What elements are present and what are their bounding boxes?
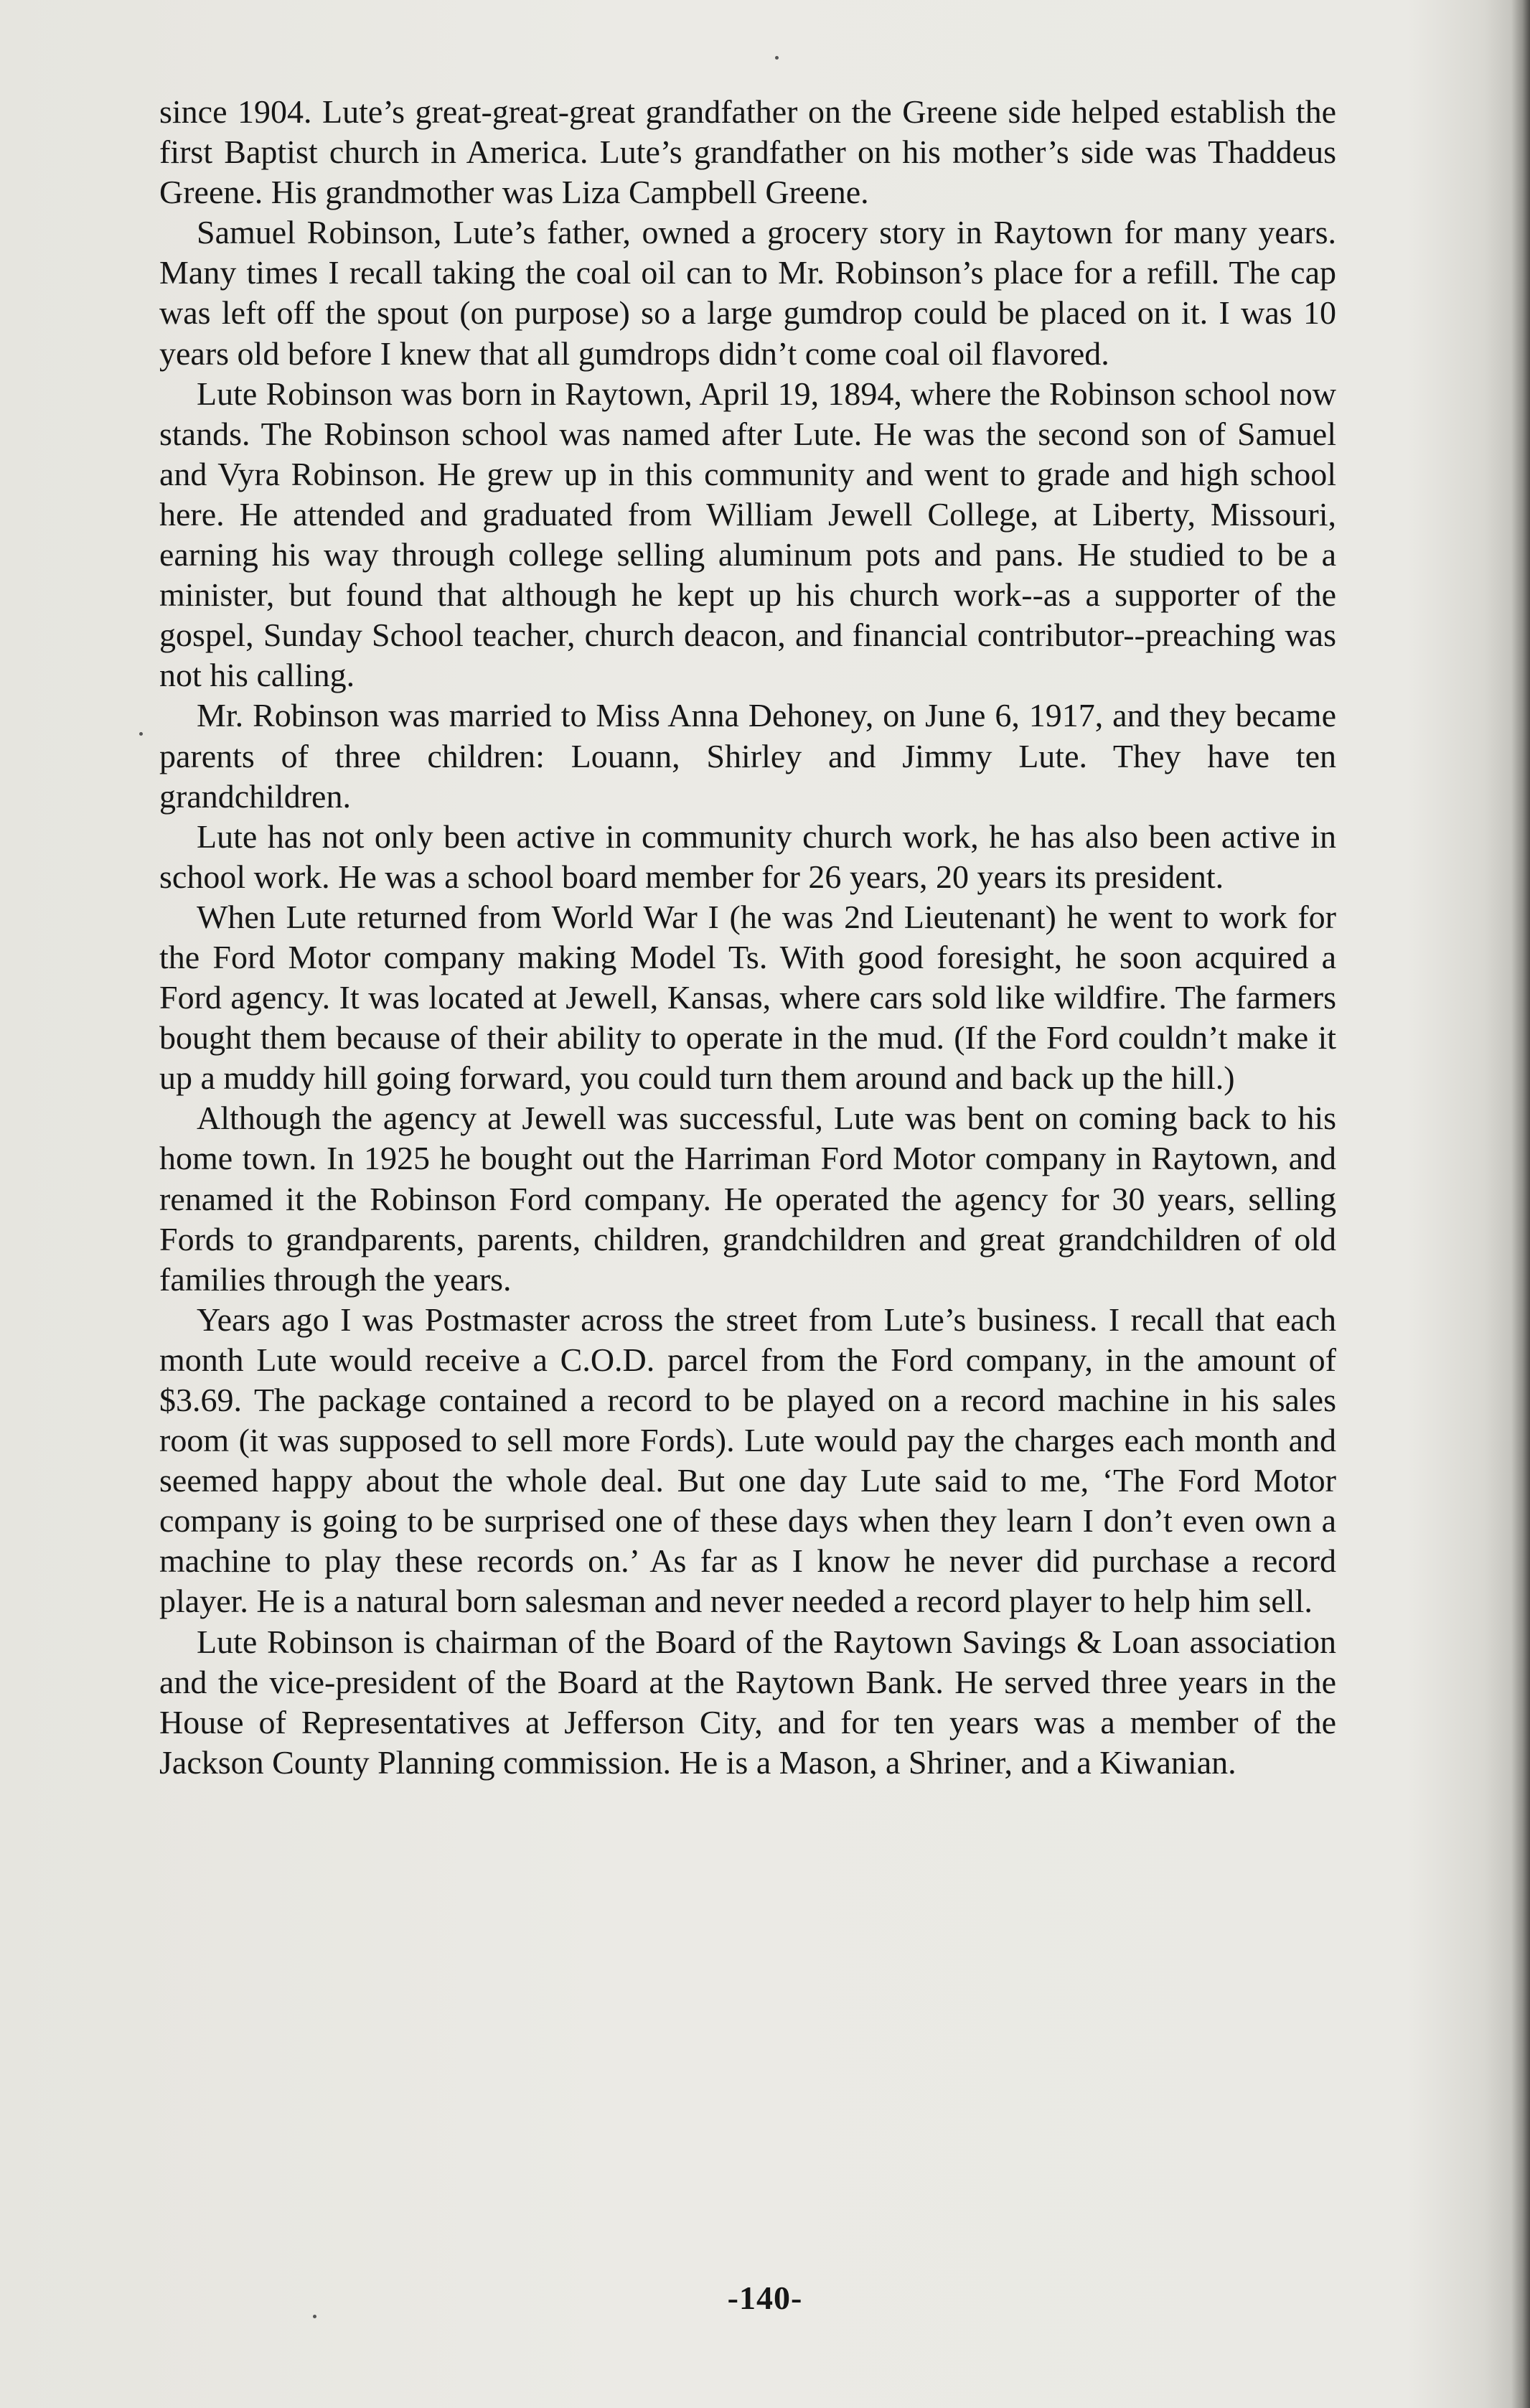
paragraph-raytown-agency: Although the agency at Jewell was successful, Lute was bent on coming back to his home town. In 1925 he bought out the Harriman Ford Motor company in Raytown, and renamed it the Robinson Ford company. He operated the agency for 30 years, selling Fords to grandparents, parents, children, grandchildren and great grandchildren of old families through the years. [159,1100,1336,1298]
paper-speck [775,56,779,60]
paragraph-school-board: Lute has not only been active in community church work, he has also been active in school work. He was a school board member for 26 years, 20 years its president. [159,817,1336,895]
page-edge-shadow [1511,0,1530,2408]
paragraph-record-player: Years ago I was Postmaster across the street from Lute’s business. I recall that each month Lute would receive a C.O.D. parcel from the Ford company, in the amount of $3.69. The package contained a record to be played on a record machine in his sales room (it was supposed to sell more Fords). Lute would pay the charges each month and seemed happy about the whole deal. But one day Lute said to me, ‘The Ford Motor company is going to be surprised one of these days when they learn I don’t even own a machine to play these records on.’ As far as I know he never did purchase a record player. He is a natural born salesman and never needed a record player to help him sell. [159,1301,1336,1620]
paper-speck [139,732,143,736]
paragraph-grocery-store: Samuel Robinson, Lute’s father, owned a grocery story in Raytown for many years. Many times I recall taking the coal oil can to Mr. Robinson’s place for a refill. The cap was left off the spout (on purpose) so a large gumdrop could be placed on it. I was 10 years old before I knew that all gumdrops didn’t come coal oil flavored. [159,214,1336,372]
paragraph-civic-roles: Lute Robinson is chairman of the Board of the Raytown Savings & Loan association and the vice-president of the Board at the Raytown Bank. He served three years in the House of Representatives at Jefferson City, and for ten years was a member of the Jackson County Planning commission. He is a Mason, a Shriner, and a Kiwanian. [159,1623,1336,1781]
paragraph-marriage: Mr. Robinson was married to Miss Anna Dehoney, on June 6, 1917, and they became parents of three children: Louann, Shirley and Jimmy Lute. They have ten grandchildren. [159,697,1336,815]
page-number: -140- [727,2280,803,2316]
paragraph-early-life: Lute Robinson was born in Raytown, April 19, 1894, where the Robinson school now stands. The Robinson school was named after Lute. He was the second son of Samuel and Vyra Robinson. He grew up in this community and went to grade and high school here. He attended and graduated from William Jewell College, at Liberty, Missouri, earning his way through college selling aluminum pots and pans. He studied to be a minister, but found that although he kept up his church work--as a supporter of the gospel, Sunday School teacher, church deacon, and financial contributor--preaching was not his calling. [159,375,1336,694]
body-text [159,92,1336,1783]
paragraph-ancestry: since 1904. Lute’s great-great-great grandfather on the Greene side helped establish the first Baptist church in America. Lute’s grandfather on his mother’s side was Thaddeus Greene. His grandmother was Liza Campbell Greene. [159,93,1336,211]
paragraph-ford-agency: When Lute returned from World War I (he was 2nd Lieutenant) he went to work for the Ford Motor company making Model Ts. With good foresight, he soon acquired a Ford agency. It was located at Jewell, Kansas, where cars sold like wildfire. The farmers bought them because of their ability to operate in the mud. (If the Ford couldn’t make it up a muddy hill going forward, you could turn them around and back up the hill.) [159,898,1336,1097]
paper-speck [313,2315,316,2318]
